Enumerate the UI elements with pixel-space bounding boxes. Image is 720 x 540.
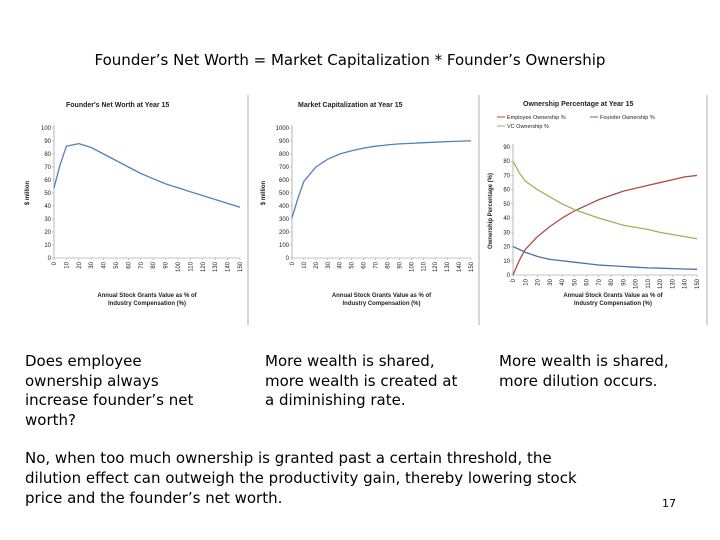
x-tick-label: 120 (658, 279, 665, 290)
x-tick-label: 0 (52, 262, 58, 266)
page-number: 17 (662, 497, 676, 510)
x-tick-label: 150 (238, 262, 244, 273)
y-axis-label: $ million (261, 180, 267, 206)
y-tick-label: 40 (503, 216, 510, 223)
y-tick-label: 30 (44, 217, 51, 223)
y-tick-label: 90 (503, 145, 510, 151)
y-tick-label: 60 (44, 178, 51, 184)
caption-question: Does employee ownership always increase founder’s net worth? (25, 352, 194, 429)
x-tick-label: 90 (397, 262, 404, 269)
y-tick-label: 800 (278, 152, 289, 158)
y-tick-label: 200 (278, 230, 289, 236)
x-tick-label: 40 (101, 262, 108, 269)
x-tick-label: 30 (325, 262, 332, 269)
x-tick-label: 80 (385, 262, 392, 269)
x-axis-label: Annual Stock Grants Value as % of (331, 293, 432, 299)
chart-divider (706, 95, 708, 325)
x-tick-label: 20 (313, 262, 320, 269)
series-line (513, 175, 697, 275)
ownership-chart-svg (485, 95, 707, 325)
x-tick-label: 50 (572, 279, 579, 286)
y-tick-label: 40 (44, 204, 51, 210)
y-tick-label: 600 (278, 178, 289, 184)
y-tick-label: 400 (278, 204, 289, 210)
x-tick-label: 0 (511, 279, 517, 283)
series-line (54, 144, 240, 208)
slide-title: Founder’s Net Worth = Market Capitalization * Founder’s Ownership (94, 51, 606, 69)
x-tick-label: 110 (188, 262, 195, 272)
x-tick-label: 40 (337, 262, 344, 269)
y-tick-label: 500 (278, 191, 289, 197)
caption-market-cap: More wealth is shared, more wealth is created at a diminishing rate. (265, 352, 458, 409)
y-axis-label: $ million (25, 180, 31, 206)
x-tick-label: 60 (126, 262, 133, 269)
x-tick-label: 110 (421, 262, 428, 272)
y-tick-label: 70 (503, 173, 510, 180)
x-tick-label: 10 (64, 262, 71, 269)
chart-divider (247, 95, 249, 325)
x-tick-label: 70 (373, 262, 380, 269)
y-tick-label: 20 (503, 244, 510, 251)
x-tick-label: 10 (301, 262, 308, 269)
y-tick-label: 900 (278, 139, 289, 145)
x-axis-label-line2: Industry Compensation (%) (573, 301, 653, 307)
y-tick-label: 300 (278, 217, 289, 223)
series-line (292, 141, 471, 218)
y-tick-label: 80 (44, 152, 51, 158)
x-tick-label: 130 (445, 262, 452, 273)
y-tick-label: 100 (278, 243, 289, 249)
x-tick-label: 150 (695, 279, 701, 290)
y-tick-label: 100 (40, 126, 51, 132)
x-axis-label-line2: Industry Compensation (%) (107, 301, 187, 307)
x-tick-label: 20 (535, 279, 542, 286)
y-tick-label: 700 (278, 165, 289, 171)
y-tick-label: 10 (44, 243, 51, 249)
x-tick-label: 140 (682, 279, 689, 290)
series-line (513, 247, 697, 270)
x-tick-label: 100 (409, 262, 416, 273)
x-axis-label: Annual Stock Grants Value as % of (563, 293, 663, 299)
x-tick-label: 110 (645, 279, 652, 289)
chart-title: Ownership Percentage at Year 15 (523, 101, 634, 108)
y-tick-label: 50 (503, 201, 510, 208)
x-axis-label: Annual Stock Grants Value as % of (97, 293, 197, 299)
market-cap-chart (254, 95, 479, 325)
conclusion-text: No, when too much ownership is granted past a certain threshold, the dilution effect can outweigh the productivity gain, thereby lowering stock price and the founder’s net worth. (25, 449, 577, 507)
series-line (513, 161, 697, 239)
chart-divider (478, 95, 480, 325)
x-tick-label: 0 (290, 262, 296, 266)
y-tick-label: 70 (44, 165, 51, 171)
x-tick-label: 70 (138, 262, 145, 269)
x-tick-label: 130 (670, 279, 677, 290)
x-tick-label: 30 (547, 279, 554, 286)
y-tick-label: 30 (503, 230, 510, 237)
x-tick-label: 80 (151, 262, 158, 269)
caption-ownership: More wealth is shared, more dilution occurs. (499, 352, 669, 390)
chart-title: Market Capitalization at Year 15 (298, 102, 403, 109)
x-tick-label: 130 (213, 262, 220, 273)
x-tick-label: 70 (596, 279, 603, 286)
x-tick-label: 10 (523, 279, 530, 286)
net-worth-chart (18, 95, 248, 325)
x-tick-label: 150 (469, 262, 475, 273)
y-tick-label: 20 (44, 230, 51, 236)
legend-label: Employee Ownership % (507, 115, 566, 121)
x-tick-label: 90 (163, 262, 170, 269)
y-axis-label: Ownership Percentage (%) (488, 172, 494, 250)
x-axis-label-line2: Industry Compensation (%) (342, 301, 421, 307)
chart-title: Founder's Net Worth at Year 15 (66, 102, 170, 109)
legend-label: Founder Ownership % (600, 115, 655, 121)
y-tick-label: 50 (44, 191, 51, 197)
y-tick-label: 10 (503, 258, 510, 265)
x-tick-label: 40 (560, 279, 567, 286)
y-tick-label: 0 (47, 256, 51, 262)
x-tick-label: 50 (349, 262, 356, 269)
x-tick-label: 30 (89, 262, 96, 269)
x-tick-label: 80 (609, 279, 616, 286)
net-worth-chart-svg (18, 95, 248, 325)
x-tick-label: 140 (457, 262, 464, 273)
y-tick-label: 90 (44, 139, 51, 145)
y-tick-label: 60 (503, 187, 510, 194)
y-tick-label: 1000 (275, 126, 289, 132)
y-tick-label: 0 (285, 256, 289, 262)
legend-label: VC Ownership % (507, 124, 549, 130)
y-tick-label: 0 (506, 273, 510, 279)
x-tick-label: 60 (361, 262, 368, 269)
market-cap-chart-svg (254, 95, 479, 325)
x-tick-label: 60 (584, 279, 591, 286)
x-tick-label: 90 (621, 279, 628, 286)
y-tick-label: 80 (503, 159, 510, 166)
x-tick-label: 100 (633, 279, 640, 290)
x-tick-label: 120 (200, 262, 207, 273)
x-tick-label: 120 (433, 262, 440, 273)
x-tick-label: 20 (76, 262, 83, 269)
x-tick-label: 140 (225, 262, 232, 273)
x-tick-label: 50 (114, 262, 120, 269)
x-tick-label: 100 (176, 262, 182, 273)
ownership-chart (485, 95, 707, 325)
